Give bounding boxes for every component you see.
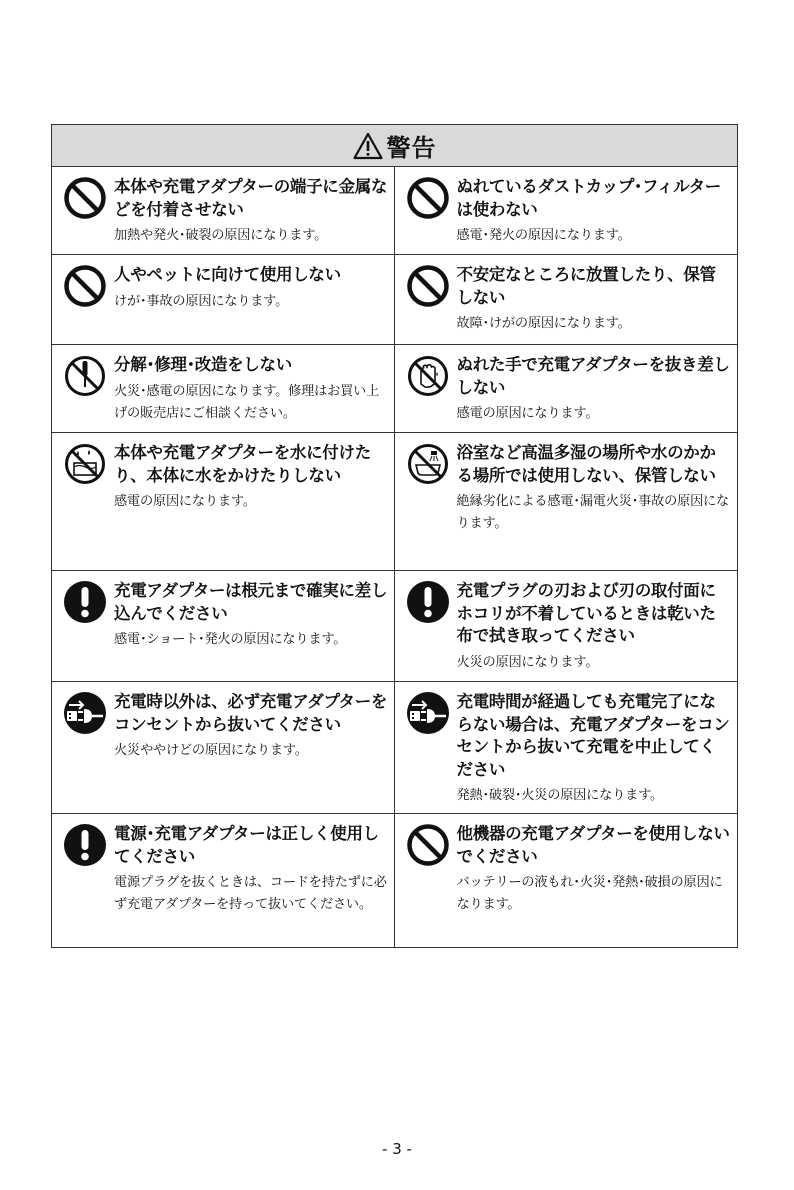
warning-item <box>52 167 395 254</box>
warning-item <box>395 167 738 254</box>
warning-heading: 充電プラグの刃および刃の取付面にホコリが不着しているときは乾いた布で拭き取ってください <box>456 581 716 645</box>
prohibition-icon <box>406 823 450 867</box>
table-row <box>52 255 737 345</box>
warning-heading: 本体や充電アダプターを水に付けたり、本体に水をかけたりしない <box>114 443 371 485</box>
warning-item <box>395 255 738 344</box>
mandatory-icon <box>406 580 450 624</box>
warning-item <box>52 345 395 432</box>
table-row <box>52 814 737 947</box>
table-row <box>52 682 737 814</box>
warning-heading: 本体や充電アダプターの端子に金属などを付着させない <box>114 177 388 219</box>
warning-item <box>52 814 395 947</box>
prohibition-icon <box>63 264 107 308</box>
warning-heading: 不安定なところに放置したり、保管しない <box>456 265 716 307</box>
warning-description: 火災の原因になります。 <box>456 654 599 670</box>
unplug-icon <box>406 691 450 735</box>
warning-description: けが･事故の原因になります。 <box>114 293 289 309</box>
warning-heading: ぬれているダストカップ･フィルターは使わない <box>456 177 722 219</box>
warning-description: 感電の原因になります。 <box>456 406 599 421</box>
warning-description: バッテリーの液もれ･火災･発熱･破損の原因になります。 <box>456 875 723 912</box>
warning-description: 火災･感電の原因になります。修理はお買い上げの販売店にご相談ください。 <box>114 383 380 421</box>
warning-triangle-icon <box>353 132 383 160</box>
warning-item <box>52 682 395 813</box>
warning-heading: ぬれた手で充電アダプターを抜き差ししない <box>456 355 730 397</box>
warning-item <box>395 345 738 432</box>
warning-item <box>395 571 738 681</box>
page-number: - 3 - <box>382 1140 412 1158</box>
no-wet-hands-icon <box>406 354 450 398</box>
warning-description: 感電･発火の原因になります。 <box>456 228 631 243</box>
no-bathroom-icon <box>406 442 450 486</box>
warning-heading: 充電時以外は、必ず充電アダプターをコンセントから抜いてください <box>114 692 388 734</box>
mandatory-icon <box>63 823 107 867</box>
warning-item <box>52 255 395 344</box>
warning-description: 発熱･破裂･火災の原因になります。 <box>456 788 664 803</box>
warning-heading: 他機器の充電アダプターを使用しないでください <box>456 824 730 866</box>
prohibition-icon <box>406 176 450 220</box>
warning-heading: 分解･修理･改造をしない <box>114 355 292 374</box>
warning-heading: 人やペットに向けて使用しない <box>114 265 341 284</box>
warning-item <box>52 571 395 681</box>
warning-item <box>395 682 738 813</box>
no-disassembly-icon <box>63 354 107 398</box>
no-water-icon <box>63 442 107 486</box>
table-row <box>52 167 737 255</box>
warning-description: 故障･けがの原因になります。 <box>456 316 631 331</box>
warning-item <box>395 814 738 947</box>
prohibition-icon <box>63 176 107 220</box>
warning-description: 火災ややけどの原因になります。 <box>114 743 308 758</box>
warning-header <box>52 125 737 167</box>
warning-item <box>52 433 395 570</box>
warning-description: 加熱や発火･破裂の原因になります。 <box>114 228 328 243</box>
warning-heading: 浴室など高温多湿の場所や水のかかる場所では使用しない、保管しない <box>456 443 716 485</box>
warning-heading: 充電時間が経過しても充電完了にならない場合は、充電アダプターをコンセントから抜いて充電を中止してください <box>456 692 730 779</box>
prohibition-icon <box>406 264 450 308</box>
warning-heading: 充電アダプターは根元まで確実に差し込んでください <box>114 581 388 623</box>
warning-item <box>395 433 738 570</box>
warning-table <box>51 124 738 948</box>
unplug-icon <box>63 691 107 735</box>
warning-description: 感電･ショート･発火の原因になります。 <box>114 632 347 647</box>
table-row <box>52 433 737 571</box>
warning-description: 絶縁劣化による感電･漏電火災･事故の原因になります。 <box>456 494 730 531</box>
table-row <box>52 345 737 433</box>
mandatory-icon <box>63 580 107 624</box>
warning-title: 警告 <box>386 134 437 162</box>
warning-heading: 電源･充電アダプターは正しく使用してください <box>114 824 379 866</box>
warning-description: 電源プラグを抜くときは、コードを持たずに必ず充電アダプターを持って抜いてください。 <box>114 875 387 912</box>
table-row <box>52 571 737 682</box>
warning-description: 感電の原因になります。 <box>114 494 256 509</box>
